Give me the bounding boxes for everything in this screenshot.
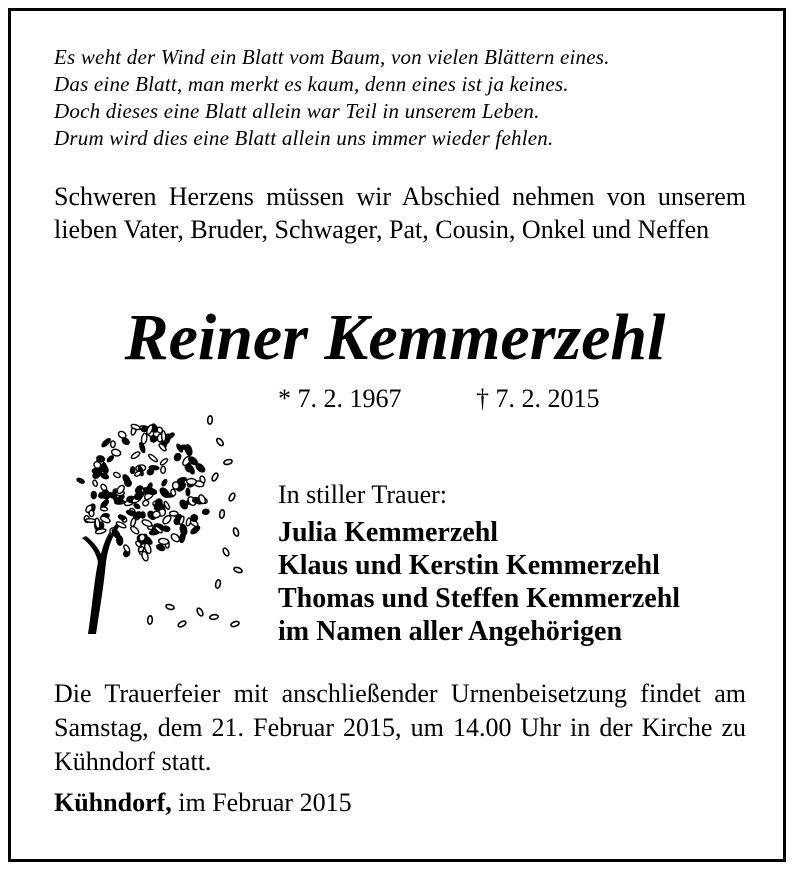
mourning-label: In stiller Trauer: — [278, 480, 447, 509]
mourner-name: Julia Kemmerzehl — [278, 517, 499, 548]
birth-date: * 7. 2. 1967 — [278, 384, 402, 413]
poem-line: Drum wird dies eine Blatt allein uns immer wieder fehlen. — [54, 126, 554, 150]
death-date: † 7. 2. 2015 — [476, 384, 600, 413]
deceased-name: Reiner Kemmerzehl — [124, 301, 666, 374]
place-town: Kühndorf, — [54, 788, 172, 817]
mourner-name: Klaus und Kerstin Kemmerzehl — [278, 550, 660, 581]
windblown-tree-icon — [50, 402, 250, 637]
mourner-name: im Namen aller Angehörigen — [278, 616, 623, 647]
poem-line: Das eine Blatt, man merkt es kaum, denn eines ist ja keines. — [54, 72, 569, 96]
place-date — [54, 786, 352, 820]
place-date-text: im Februar 2015 — [178, 788, 352, 817]
mourner-list — [278, 516, 680, 648]
mourner-name: Thomas und Steffen Kemmerzehl — [278, 583, 681, 614]
poem-line: Es weht der Wind ein Blatt vom Baum, von vielen Blättern eines. — [54, 45, 610, 69]
intro-text: Schweren Herzens müssen wir Abschied nehmen von unserem lieben Vater, Bruder, Schwager, Pat, Cousin, Onkel und Neffen — [54, 182, 746, 244]
poem — [54, 44, 754, 152]
funeral-details: Die Trauerfeier mit anschließender Urnenbeisetzung findet am Samstag, dem 21. Februar 2015, um 14.00 Uhr in der Kirche zu Kühndorf statt. — [54, 679, 746, 776]
poem-line: Doch dieses eine Blatt allein war Teil in unserem Leben. — [54, 99, 540, 123]
